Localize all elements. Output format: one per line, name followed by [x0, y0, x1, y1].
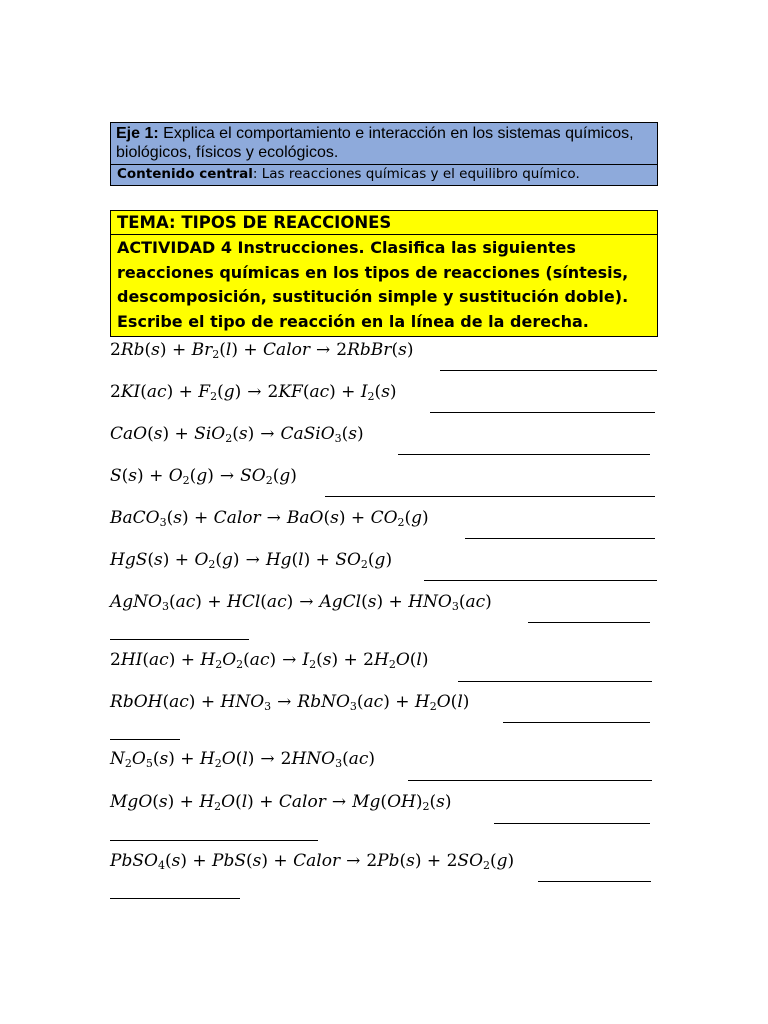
reaction-arrow-icon: → [266, 508, 281, 528]
reaction-equation [110, 749, 375, 769]
answer-line-continuation[interactable] [110, 840, 318, 841]
reaction-equation [110, 466, 297, 486]
reaction-reactants: $MgO(s) + H_2O(l)$ + Calor [110, 792, 326, 813]
reaction-reactants: CaO(s) + SiO$_2$(s) [110, 424, 255, 445]
reaction-arrow-icon: → [277, 692, 292, 712]
answer-line[interactable] [440, 370, 657, 371]
answer-line[interactable] [430, 412, 655, 413]
contenido-label: Contenido central [117, 166, 253, 182]
answer-line-continuation[interactable] [110, 739, 180, 740]
reaction-equation [110, 792, 451, 812]
answer-line[interactable] [458, 681, 652, 682]
reaction-products: $SO_2(g)$ [240, 466, 297, 487]
reaction-products: AgCl(s) + $HNO_3(ac)$ [319, 592, 492, 613]
reaction-equation [110, 692, 469, 712]
reaction-products: $I_2(s) + 2H_2O(l)$ [302, 650, 429, 671]
reaction-reactants: $2HI(ac) + H_2O_2(ac)$ [110, 650, 277, 671]
answer-line[interactable] [465, 538, 655, 539]
reaction-equation [110, 550, 392, 570]
reaction-reactants: AgNO$_3$(ac) + HCl(ac) [110, 592, 294, 613]
answer-line[interactable] [503, 722, 650, 723]
reaction-arrow-icon: → [346, 851, 361, 871]
answer-line[interactable] [538, 881, 651, 882]
reaction-arrow-icon: → [247, 382, 262, 402]
answer-line[interactable] [494, 823, 650, 824]
eje-text: Explica el comportamiento e interacción en los sistemas químicos, biológicos, físicos y ecológicos. [116, 125, 634, 161]
reaction-products: $2KF(ac) + I_2(s)$ [267, 382, 397, 403]
answer-line[interactable] [528, 622, 650, 623]
reaction-equation [110, 340, 413, 360]
reaction-equation [110, 382, 397, 402]
reaction-equation [110, 424, 364, 444]
reaction-products: 2RbBr(s) [336, 340, 414, 360]
reaction-reactants: $N_2O_5(s) + H_2O(l)$ [110, 749, 255, 770]
eje-box [110, 122, 658, 186]
eje-row [111, 123, 657, 165]
reaction-arrow-icon: → [331, 792, 347, 812]
reaction-reactants: RbOH(ac) + $HNO_3$ [110, 692, 272, 713]
reaction-products: CaSiO$_3$(s) [280, 424, 364, 445]
answer-line[interactable] [408, 780, 652, 781]
reaction-products: $BaO(s) + CO_2(g)$ [286, 508, 429, 529]
reaction-reactants: PbSO$_4$(s) + PbS(s) + Calor [110, 851, 341, 872]
contenido-row [111, 165, 657, 185]
tema-title: TEMA: TIPOS DE REACCIONES [111, 211, 657, 235]
contenido-text: : Las reacciones químicas y el equilibro químico. [252, 166, 580, 182]
reaction-products: RbNO$_3$(ac) + $H_2O(l)$ [297, 692, 470, 713]
reaction-arrow-icon: → [260, 749, 275, 769]
reaction-arrow-icon: → [316, 340, 331, 360]
reaction-arrow-icon: → [299, 592, 314, 612]
eje-label: Eje 1: [116, 125, 159, 142]
answer-line[interactable] [398, 454, 650, 455]
reaction-arrow-icon: → [260, 424, 275, 444]
reaction-reactants: $HgS(s) + O_2(g)$ [110, 550, 240, 571]
reaction-products: $Hg(l) + SO_2(g)$ [265, 550, 393, 571]
reaction-reactants: $2Rb(s) + Br_2(l)$ + Calor [110, 340, 311, 361]
answer-line-continuation[interactable] [110, 898, 240, 899]
reaction-products: $2HNO_3(ac)$ [280, 749, 376, 770]
reaction-reactants: $2KI(ac) + F_2(g)$ [110, 382, 242, 403]
answer-line-continuation[interactable] [110, 639, 249, 640]
reaction-equation [110, 508, 429, 528]
reaction-equation [110, 592, 492, 612]
reaction-arrow-icon: → [245, 550, 260, 570]
reaction-products: $Mg(OH)_2(s)$ [352, 792, 452, 813]
reaction-equation [110, 650, 428, 670]
reaction-reactants: $S(s) + O_2(g)$ [110, 466, 214, 487]
reaction-arrow-icon: → [282, 650, 297, 670]
answer-line[interactable] [325, 496, 655, 497]
reaction-equation [110, 851, 514, 871]
tema-box [110, 210, 658, 337]
activity-instructions: ACTIVIDAD 4 Instrucciones. Clasifica las siguientes reacciones químicas en los tipos de reacciones (síntesis, descomposición, sustitución simple y sustitución doble). Escribe el tipo de reacción en la línea de la derecha. [117, 238, 629, 331]
reaction-products: $2Pb(s) + 2SO_2(g)$ [366, 851, 515, 872]
reaction-reactants: BaCO$_3$(s) + Calor [110, 508, 261, 529]
answer-line[interactable] [424, 580, 657, 581]
reaction-arrow-icon: → [219, 466, 235, 486]
